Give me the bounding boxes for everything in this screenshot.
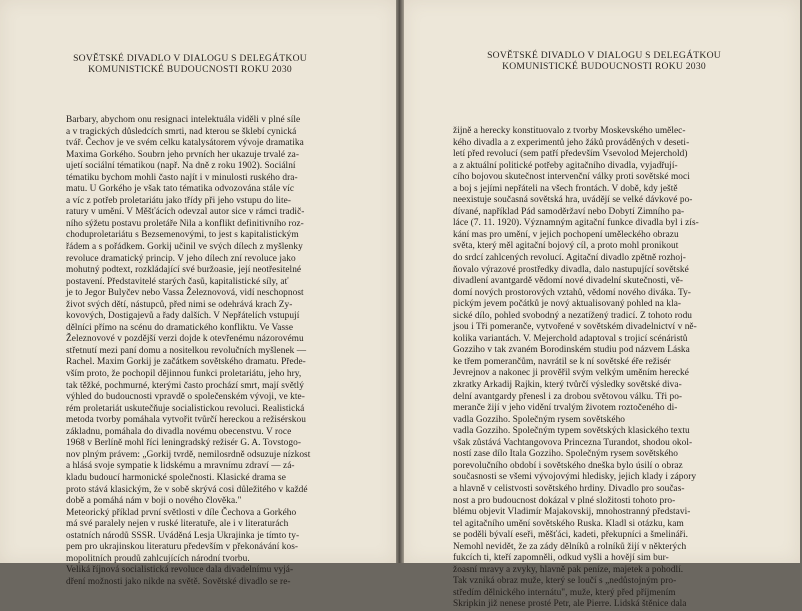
text-line: delní avantgardy přenesl i za drobou světovou válku. Tři po- — [453, 391, 683, 402]
text-line: Meteorický příklad první světlosti v díle Čechova a Gorkého — [66, 507, 297, 518]
text-line: neexistuje současná sovětská hra, uvádějí se velké dávkové po- — [453, 195, 693, 206]
right-page-title — [406, 50, 802, 72]
text-line: žoasní mravy a zvyky, hlavně pak peníze, majetek a pohodlí. — [453, 564, 684, 575]
text-line: Jevrejnov a nakonec ji prověřil svým velkým uměním herecké — [453, 368, 689, 379]
text-line: střetnutí mezi paní domu a nositelkou revolučních myšlenek — — [66, 345, 307, 356]
text-line: ňovalo výrazové prostředky divadla, dalo nastupující sovětské — [453, 264, 689, 275]
book-gutter — [396, 0, 404, 563]
text-line: ke třem pomerančům, navrátil se k ní sovětské éře režisér — [453, 356, 671, 367]
text-line: výhled do budoucnosti vpravdě o společenském vývoji, ve kte- — [66, 392, 305, 403]
right-page-body — [453, 126, 759, 611]
text-line: tématiku bychom mohli často najít i v minulosti ruského dra- — [66, 172, 298, 183]
text-line: je to Jegor Bulyčev nebo Vassa Železnovová, vidí neschopnost — [66, 288, 304, 299]
text-line: mopolitních proudů zahlcujících národní tvorbu. — [66, 553, 250, 564]
text-line: cího bojovou skutečnost intervenční války proti sovětské moci — [453, 172, 690, 183]
text-line: choduproletariátu s Bezsemenovými, to jest s kapitalistickým — [66, 230, 299, 241]
text-line: nost a pro budoucnost dokázal v plné složitosti tohoto pro- — [453, 495, 676, 506]
text-line: zkratky Arkadij Rajkin, který tvůrčí výsledky sovětské diva- — [453, 380, 682, 391]
text-line: Železnovové v pozdější verzi dojde k otevřenému názorovému — [66, 334, 304, 345]
text-line: dření možnosti jako nikde na světě. Sovětské divadlo se re- — [66, 576, 291, 587]
right-title-line: KOMUNISTICKÉ BUDOUCNOSTI ROKU 2030 — [502, 61, 706, 72]
text-line: blému objevit Vladimír Majakovskij, mnohostranný představi- — [453, 507, 691, 518]
left-page-body — [66, 115, 354, 588]
text-line: divadlení avantgardě vědomí nové divadelní skutečnosti, vě- — [453, 276, 683, 287]
text-line: fukcích ti, kteří zapomněli, odkud vyšli a hovějí sim bur- — [453, 553, 669, 564]
text-line: Rachel. Maxim Gorkij je začátkem sovětského dramatu. Přede- — [66, 357, 306, 368]
text-line: ností zase dílo Itala Gozziho. Společným rysem sovětského — [453, 449, 678, 460]
text-line: současnosti se všemi vývojovými hledisky, jejich klady i zápory — [453, 472, 697, 483]
text-line: Gozziho v tak zvaném Borodinském studiu pod názvem Láska — [453, 345, 690, 356]
text-line: kovových, Dostigajevů a řady dalších. V Nepřátelích vstupují — [66, 311, 300, 322]
text-line: metoda tvorby pomáhala vytvořit tvůrčí hereckou a režisérskou — [66, 415, 306, 426]
text-line: a boj s jejími nepřáteli na všech frontách. V době, kdy ještě — [453, 183, 678, 194]
text-line: vadla Gozziho. Společným rysem sovětského — [453, 414, 626, 425]
text-line: kladu budoucí harmonické společnosti. Klasické drama se — [66, 472, 286, 483]
text-line: řádem a s pořádkem. Gorkij učinil ve svých dílech z myšlenky — [66, 242, 303, 253]
text-line: světa, který měl agitační bojový cíl, a proto mohl pronikout — [453, 241, 679, 252]
right-page — [404, 0, 800, 610]
text-line: Veliká říjnová socialistická revoluce dala divadelnímu vyjá- — [66, 565, 294, 576]
text-line: má své paralely nejen v ruské literatuře, ale i v literaturách — [66, 519, 289, 530]
text-line: a z aktuální politické potřeby agitačního divadla, vyjadřují- — [453, 160, 678, 171]
text-line: pem pro ukrajinskou literaturu především v překonávání kos- — [66, 542, 299, 553]
text-line: revoluce dramatický princip. V jeho dílech zní revoluce jako — [66, 253, 296, 264]
right-title-line: SOVĚTSKÉ DIVADLO V DIALOGU S DELEGÁTKOU — [487, 50, 721, 61]
text-line: kého divadla a z experimentů jeho žáků prováděných v deseti- — [453, 137, 690, 148]
text-line: život svých dětí, nástupců, před nimi se odehrává krach Zy- — [66, 299, 293, 310]
text-line: jsou i Tři pomeranče, vytvořené v sovětském divadelnictví v ně- — [453, 322, 697, 333]
text-line: Maxima Gorkého. Soubrn jeho prvních her ukazuje trvalé za- — [66, 149, 300, 160]
text-line: ostatních národů SSSR. Uváděná Lesja Ukrajinka je tímto ty- — [66, 530, 300, 541]
text-line: vadla Gozziho. Společným typem sovětských klasického textu — [453, 426, 690, 437]
text-line: středím dělnického internátu", muže, který před příjmením — [453, 587, 676, 598]
text-line: ního sýžetu postavu proletáře Nila a konflikt definitivního roz- — [66, 218, 304, 229]
text-line: ujetí sociální tématikou (např. Na dně z roku 1902). Sociální — [66, 161, 296, 172]
text-line: základnu, pomáhala do divadla novému obecenstvu. V roce — [66, 426, 292, 437]
text-line: letí před revolucí (sem patří především Vsevolod Mejerchold) — [453, 149, 688, 160]
text-line: a v tragických důsledcích smrti, nad kterou se šklebí cynická — [66, 126, 297, 137]
left-page-title — [0, 53, 388, 75]
text-line: meranče žijí v jeho vidění trvalým životem roztočeného di- — [453, 403, 678, 414]
text-line: době a pomáhá nám v boji o nového člověka." — [66, 496, 242, 507]
text-line: tel agitačního umění sovětského Ruska. Kladl si otázku, kam — [453, 518, 684, 529]
text-line: tak těžké, pochmurné, kterými často prochází smrt, mají světlý — [66, 380, 304, 391]
text-line: se poděli bývalí eseři, měšťáci, kadeti, překupníci a šmelináři. — [453, 530, 688, 541]
text-line: kání mas pro umění, v jejich pochopení uměleckého obrazu — [453, 229, 679, 240]
text-line: proto stává klasickým, že v sobě skrývá cosi důležitého v každé — [66, 484, 308, 495]
text-line: kolika variantách. V. Mejerchold adaptoval s trojicí scénáristů — [453, 333, 688, 344]
text-line: dívané, například Pád samoděržaví nebo Dobytí Zimního pa- — [453, 206, 685, 217]
text-line: do srdcí zahlcených revolucí. Agitační divadlo zpětně rozhoj- — [453, 253, 686, 264]
text-line: ratury v umění. V Měšťácích odevzal autor sice v rámci tradič- — [66, 207, 305, 218]
text-line: postavení. Představitelé starých časů, kapitalistické síly, ať — [66, 276, 289, 287]
left-page — [0, 0, 396, 587]
text-line: pickým jevem počátků je nový aktualisovaný pohled na kla- — [453, 299, 682, 310]
text-line: žijně a herecky konstituovalo z tvorby Moskevského umělec- — [453, 126, 686, 136]
text-line: a hlásá svoje sympatie k lidskému a mravnímu zdraví — zá- — [66, 461, 295, 472]
text-line: mohutný podtext, rozkládající své buržoasie, její neotřesitelné — [66, 265, 302, 276]
text-line: dělníci přímo na scénu do dramatického konfliktu. Ve Vasse — [66, 322, 294, 333]
text-line: Barbary, abychom onu resignaci intelektuála viděli v plné síle — [66, 115, 301, 125]
left-title-line: KOMUNISTICKÉ BUDOUCNOSTI ROKU 2030 — [88, 64, 292, 75]
text-line: však zůstává Vachtangovova Princezna Turandot, shodou okol- — [453, 437, 693, 448]
text-line: nov plným právem: „Gorkij tvrdě, nemilosrdně odsuzuje nízkost — [66, 449, 311, 460]
text-line: a víc z potřeb proletariátu jako třídy při jeho vstupu do lite- — [66, 195, 291, 206]
text-line: rém proletariát uskutečňuje socialistickou revoluci. Realistická — [66, 403, 305, 414]
text-line: Nemohl nevidět, že za zády dělníků a rolníků žijí v některých — [453, 541, 687, 552]
text-line: sické dílo, pohled svobodný a nezatížený tradicí. Z tohoto rodu — [453, 310, 693, 321]
text-line: domí nových prostorových vztahů, vědomí nového diváka. Ty- — [453, 287, 691, 298]
text-line: matu. U Gorkého je však tato tématika odvozována stále víc — [66, 184, 295, 195]
left-title-line: SOVĚTSKÉ DIVADLO V DIALOGU S DELEGÁTKOU — [73, 53, 307, 64]
text-line: vším proto, že pochopil dějinnou funkci proletariátu, jeho hry, — [66, 369, 302, 380]
text-line: porevolučního období i sovětského dneška bylo úsilí o obraz — [453, 460, 683, 471]
text-line: a hlavně v celistvosti sovětského hrdiny. Divadlo pro součas- — [453, 483, 685, 494]
text-line: Skripkin již nenese prosté Petr, ale Pierre. Lidská štěnice dala — [453, 599, 687, 610]
text-line: tvář. Čechov je ve svém celku katalysátorem vývoje dramatika — [66, 138, 304, 149]
text-line: láce (7. 11. 1920). Významným agitační funkce divadla byl i zís- — [453, 218, 699, 229]
text-line: Tak vzniká obraz muže, který se loučí s „nedůstojným pro- — [453, 576, 677, 587]
text-line: 1968 v Berlíně mohl říci leningradský režisér G. A. Tovstogo- — [66, 438, 301, 449]
